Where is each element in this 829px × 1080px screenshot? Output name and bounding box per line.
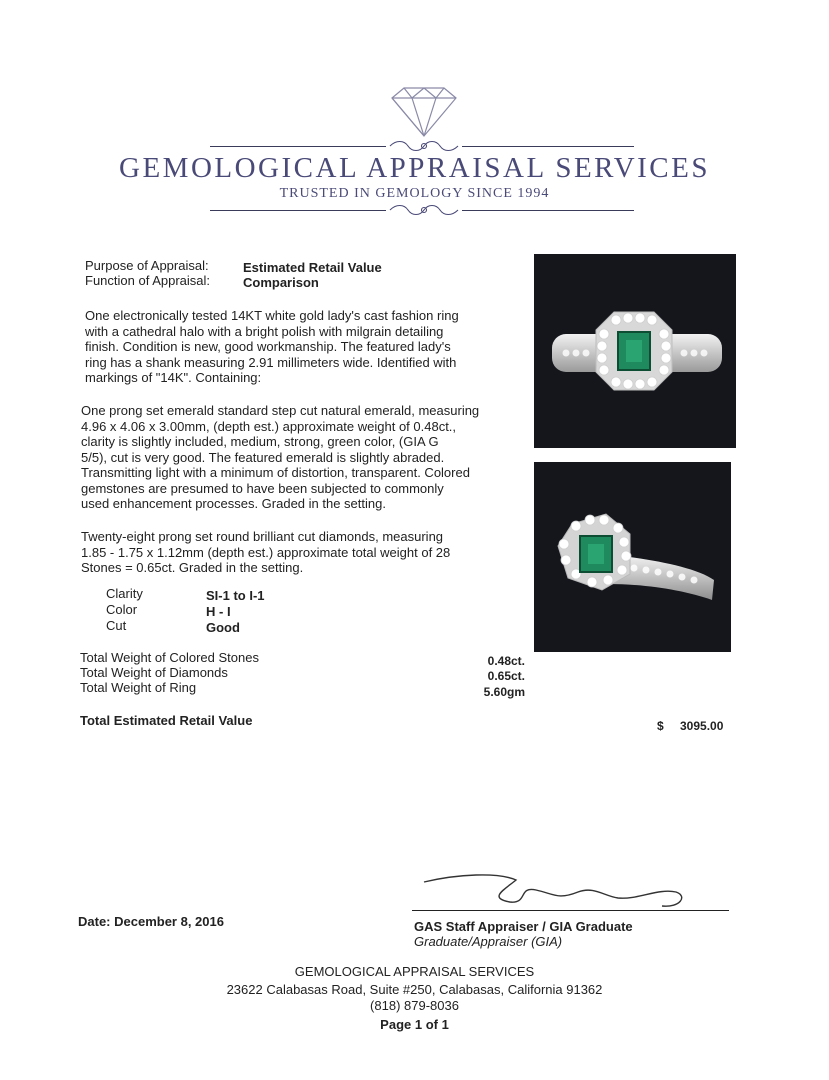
ring-photo-angle: [534, 462, 731, 652]
signer-role: Graduate/Appraiser (GIA): [414, 934, 563, 949]
logo-diamond: [384, 86, 464, 138]
retail-currency: $: [657, 719, 664, 733]
description-line: with a cathedral halo with a bright polish with milgrain detailing: [85, 323, 444, 339]
grade-value-color: H - I: [206, 604, 231, 619]
page-number: Page 1 of 1: [380, 1017, 449, 1032]
company-name: GEMOLOGICAL APPRAISAL SERVICES: [119, 152, 710, 184]
diamond-line: 1.85 - 1.75 x 1.12mm (depth est.) approximate total weight of 28: [81, 544, 451, 560]
purpose-value: Estimated Retail Value: [243, 260, 382, 275]
diamond-icon: [384, 86, 464, 138]
description-line: ring has a shank measuring 2.91 millimeters wide. Identified with: [85, 354, 457, 370]
appraiser-signature: [418, 868, 698, 914]
footer-address: 23622 Calabasas Road, Suite #250, Calabasas, California 91362: [226, 982, 603, 997]
emerald-line: used enhancement processes. Graded in the setting.: [81, 496, 386, 511]
retail-amount: 3095.00: [680, 719, 724, 733]
emerald-description: [81, 403, 521, 512]
company-tagline: TRUSTED IN GEMOLOGY SINCE 1994: [279, 186, 550, 201]
total-value-ring: 5.60gm: [483, 685, 525, 699]
grade-label-color: Color: [106, 602, 138, 617]
header-rule-bottom: [210, 210, 386, 211]
emerald-line: gemstones are presumed to have been subjected to commonly: [81, 480, 444, 496]
ring-photo-top: [534, 254, 736, 448]
description-line: finish. Condition is new, good workmanship. The featured lady's: [85, 339, 451, 354]
diamond-line: Stones = 0.65ct. Graded in the setting.: [81, 560, 304, 575]
function-value: Comparison: [243, 275, 319, 290]
description-line: markings of "14K". Containing:: [85, 370, 262, 385]
grade-label-cut: Cut: [106, 618, 127, 633]
footer-phone: (818) 879-8036: [370, 998, 459, 1013]
total-value-diamonds: 0.65ct.: [487, 669, 525, 683]
total-label-colored-stones: Total Weight of Colored Stones: [80, 650, 259, 665]
emerald-line: Transmitting light with a minimum of distortion, transparent. Colored: [81, 465, 470, 480]
emerald-line: One prong set emerald standard step cut natural emerald, measuring: [81, 403, 480, 418]
function-label: Function of Appraisal:: [85, 273, 211, 288]
grade-value-clarity: SI-1 to I-1: [206, 588, 265, 603]
purpose-label: Purpose of Appraisal:: [85, 258, 209, 273]
description-line: One electronically tested 14KT white gold lady's cast fashion ring: [85, 308, 459, 323]
total-value-colored-stones: 0.48ct.: [487, 654, 525, 668]
appraisal-date: Date: December 8, 2016: [78, 914, 224, 929]
total-label-diamonds: Total Weight of Diamonds: [80, 665, 228, 680]
emerald-line: 4.96 x 4.06 x 3.00mm, (depth est.) approximate weight of 0.48ct.,: [81, 418, 457, 434]
grade-value-cut: Good: [206, 620, 240, 635]
emerald-line: 5/5), cut is very good. The featured emerald is slightly abraded.: [81, 449, 445, 465]
diamond-description: [81, 529, 521, 576]
signature-line: [412, 910, 729, 911]
signer-title: GAS Staff Appraiser / GIA Graduate: [414, 919, 633, 934]
footer-company: GEMOLOGICAL APPRAISAL SERVICES: [294, 964, 535, 979]
header-rule-top-right: [462, 146, 634, 147]
emerald-line: clarity is slightly included, medium, strong, green color, (GIA G: [81, 434, 439, 449]
ring-description: [85, 308, 515, 386]
header-rule-bottom-right: [462, 210, 634, 211]
retail-value-label: Total Estimated Retail Value: [80, 713, 253, 728]
diamond-line: Twenty-eight prong set round brilliant cut diamonds, measuring: [81, 529, 444, 544]
grade-label-clarity: Clarity: [106, 586, 143, 601]
total-label-ring: Total Weight of Ring: [80, 680, 197, 695]
scroll-ornament-bottom: [386, 202, 462, 218]
header-rule-top: [210, 146, 386, 147]
